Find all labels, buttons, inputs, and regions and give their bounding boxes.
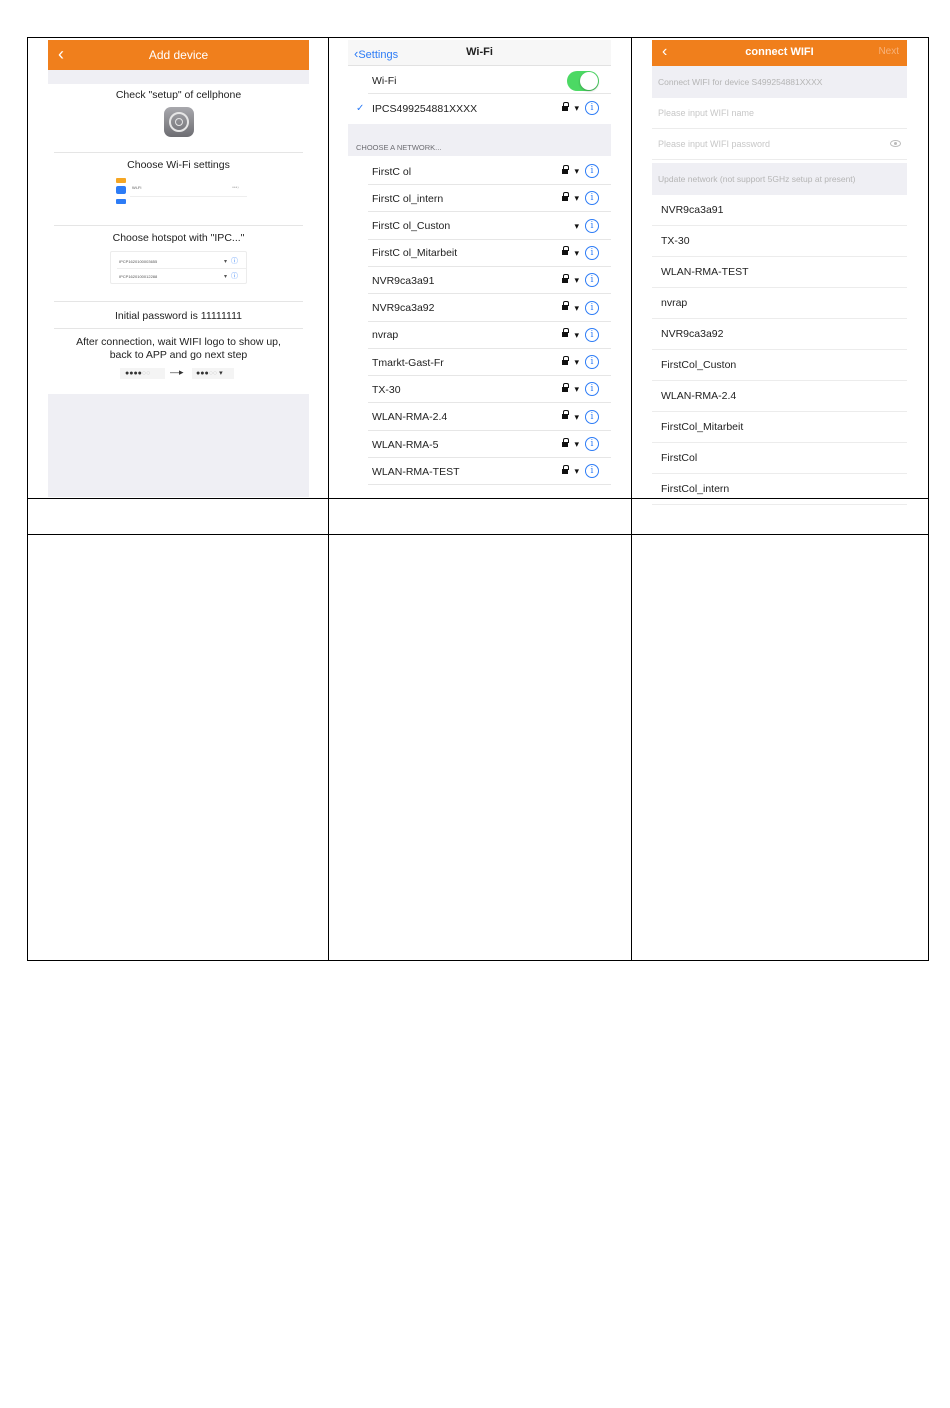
wifi-name-field[interactable]: Please input WIFI name: [652, 98, 907, 129]
available-network-list: [652, 195, 907, 505]
connect-wifi-screen: [652, 40, 907, 497]
update-network-button[interactable]: Update network (not support 5GHz setup at present): [652, 163, 907, 195]
wifi-settings-preview: Wi-Fi •••›: [110, 176, 247, 210]
connect-wifi-header: [652, 40, 907, 66]
network-item[interactable]: FirstCol: [652, 443, 907, 474]
network-row[interactable]: [348, 376, 611, 403]
step-choose-hotspot: Choose hotspot with "IPC...": [112, 232, 245, 244]
chevron-left-icon[interactable]: ‹: [58, 44, 64, 64]
network-name: FirstC ol_Mitarbeit: [372, 247, 458, 260]
wifi-icon: ▾: [574, 357, 579, 368]
wifi-icon: ▾: [574, 466, 579, 477]
lock-icon: [562, 304, 568, 311]
wifi-settings-icon: [116, 186, 126, 194]
wifi-icon: ▾: [574, 439, 579, 449]
chevron-left-icon[interactable]: ‹: [662, 43, 668, 60]
checkmark-icon: ✓: [356, 103, 365, 114]
info-icon[interactable]: i: [585, 382, 599, 396]
network-item[interactable]: FirstCol_Custon: [652, 350, 907, 381]
network-name: FirstC ol_intern: [372, 192, 444, 205]
network-name: FirstC ol: [372, 165, 412, 178]
info-icon[interactable]: i: [585, 410, 599, 424]
lock-icon: [562, 413, 568, 420]
ios-nav-bar: [348, 40, 611, 66]
network-name: WLAN-RMA-2.4: [372, 411, 448, 424]
connected-network-row[interactable]: ✓ IPCS499254881XXXX ▾ i: [348, 95, 611, 122]
info-icon[interactable]: i: [585, 219, 599, 233]
add-device-screen: [48, 40, 309, 497]
wifi-icon: ▾: [574, 193, 579, 204]
network-name: nvrap: [372, 329, 399, 342]
wifi-icon: ▾: [574, 220, 579, 231]
lock-icon: [562, 249, 568, 256]
lock-icon: [562, 359, 568, 366]
info-icon[interactable]: i: [585, 273, 599, 287]
row-divider: [28, 534, 928, 535]
lock-icon: [562, 277, 568, 284]
wifi-icon: ▾: [574, 103, 579, 113]
network-row[interactable]: [348, 404, 611, 431]
network-item[interactable]: WLAN-RMA-2.4: [652, 381, 907, 412]
eye-icon[interactable]: [890, 140, 901, 147]
network-name: NVR9ca3a91: [372, 274, 435, 287]
network-row[interactable]: [348, 267, 611, 294]
network-item[interactable]: WLAN-RMA-TEST: [652, 257, 907, 288]
wifi-icon: ▾: [574, 302, 579, 313]
wifi-password-field[interactable]: Please input WIFI password: [652, 129, 907, 160]
step-after-connection: After connection, wait WIFI logo to show up, back to APP and go next step: [76, 336, 281, 361]
signal-before-icon: ●●●●○○: [120, 368, 165, 379]
connect-wifi-title: connect WIFI: [745, 46, 814, 58]
info-icon[interactable]: i: [585, 191, 599, 205]
network-row[interactable]: [348, 295, 611, 322]
wifi-icon: ▾: [574, 384, 579, 395]
info-icon[interactable]: i: [585, 328, 599, 342]
lock-icon: [562, 441, 568, 448]
network-item[interactable]: NVR9ca3a91: [652, 195, 907, 226]
info-icon: ⓘ: [231, 258, 238, 265]
step-choose-wifi: Choose Wi-Fi settings: [127, 159, 230, 171]
network-row[interactable]: [348, 213, 611, 240]
wifi-icon: ▾: [574, 275, 579, 286]
info-icon: ⓘ: [231, 273, 238, 280]
choose-network-header: CHOOSE A NETWORK...: [348, 124, 611, 156]
wifi-icon: ▾: [574, 329, 579, 340]
wifi-toggle[interactable]: [567, 71, 599, 91]
network-name: WLAN-RMA-5: [372, 438, 439, 451]
network-item[interactable]: FirstCol_Mitarbeit: [652, 412, 907, 443]
ios-wifi-screen: [348, 40, 611, 490]
column-divider: [631, 38, 632, 960]
signal-after-icon: ●●●○○ ▾: [192, 368, 234, 379]
network-row[interactable]: [348, 240, 611, 267]
network-name: NVR9ca3a92: [372, 302, 435, 314]
info-icon[interactable]: i: [585, 464, 599, 478]
info-icon[interactable]: i: [585, 301, 599, 315]
network-row[interactable]: [348, 322, 611, 349]
network-name: FirstC ol_Custon: [372, 220, 451, 233]
step-initial-password: Initial password is 11111111: [114, 310, 243, 322]
step-check-setup: Check "setup" of cellphone: [115, 89, 242, 101]
wifi-icon: ▾: [574, 411, 579, 422]
next-button[interactable]: Next: [878, 46, 899, 57]
info-icon[interactable]: i: [585, 164, 599, 178]
add-device-title: Add device: [148, 48, 209, 62]
lock-icon: [562, 105, 568, 112]
wifi-page-title: Wi-Fi: [466, 46, 493, 58]
lock-icon: [562, 331, 568, 338]
network-row[interactable]: [348, 158, 611, 185]
network-name: TX-30: [372, 383, 401, 396]
arrow-right-icon: —▸: [170, 367, 184, 377]
network-row[interactable]: [348, 458, 611, 485]
network-item[interactable]: FirstCol_intern: [652, 474, 907, 505]
wifi-icon: ▾: [574, 166, 579, 176]
lock-icon: [562, 468, 568, 475]
lock-icon: [562, 195, 568, 202]
info-icon[interactable]: i: [585, 246, 599, 260]
network-row[interactable]: [348, 185, 611, 212]
wifi-icon: ▾: [223, 258, 227, 265]
add-device-header: [48, 40, 309, 70]
lock-icon: [562, 386, 568, 393]
network-name: WLAN-RMA-TEST: [372, 465, 460, 478]
network-item[interactable]: TX-30: [652, 226, 907, 257]
wifi-toggle-row: Wi-Fi: [348, 67, 611, 94]
network-row[interactable]: [348, 349, 611, 376]
device-info-text: Connect WIFI for device S499254881XXXX: [652, 66, 907, 98]
network-name: Tmarkt-Gast-Fr: [372, 356, 444, 369]
wifi-icon: ▾: [223, 273, 227, 280]
network-row[interactable]: [348, 431, 611, 458]
hotspot-list-preview: IPCP1620100003655 ▾ ⓘ IPCP1620100012288 ▾ ⓘ: [110, 251, 247, 284]
network-item[interactable]: nvrap: [652, 288, 907, 319]
column-divider: [328, 38, 329, 960]
info-icon[interactable]: i: [585, 101, 599, 115]
chevron-left-icon: ‹: [354, 46, 359, 61]
info-icon[interactable]: i: [585, 355, 599, 369]
wifi-icon: ▾: [574, 247, 579, 258]
settings-app-icon: [48, 101, 309, 137]
settings-back-button[interactable]: ‹Settings: [354, 46, 399, 61]
lock-icon: [562, 168, 568, 175]
info-icon[interactable]: i: [585, 437, 599, 451]
network-item[interactable]: NVR9ca3a92: [652, 319, 907, 350]
add-device-steps: [48, 84, 309, 394]
